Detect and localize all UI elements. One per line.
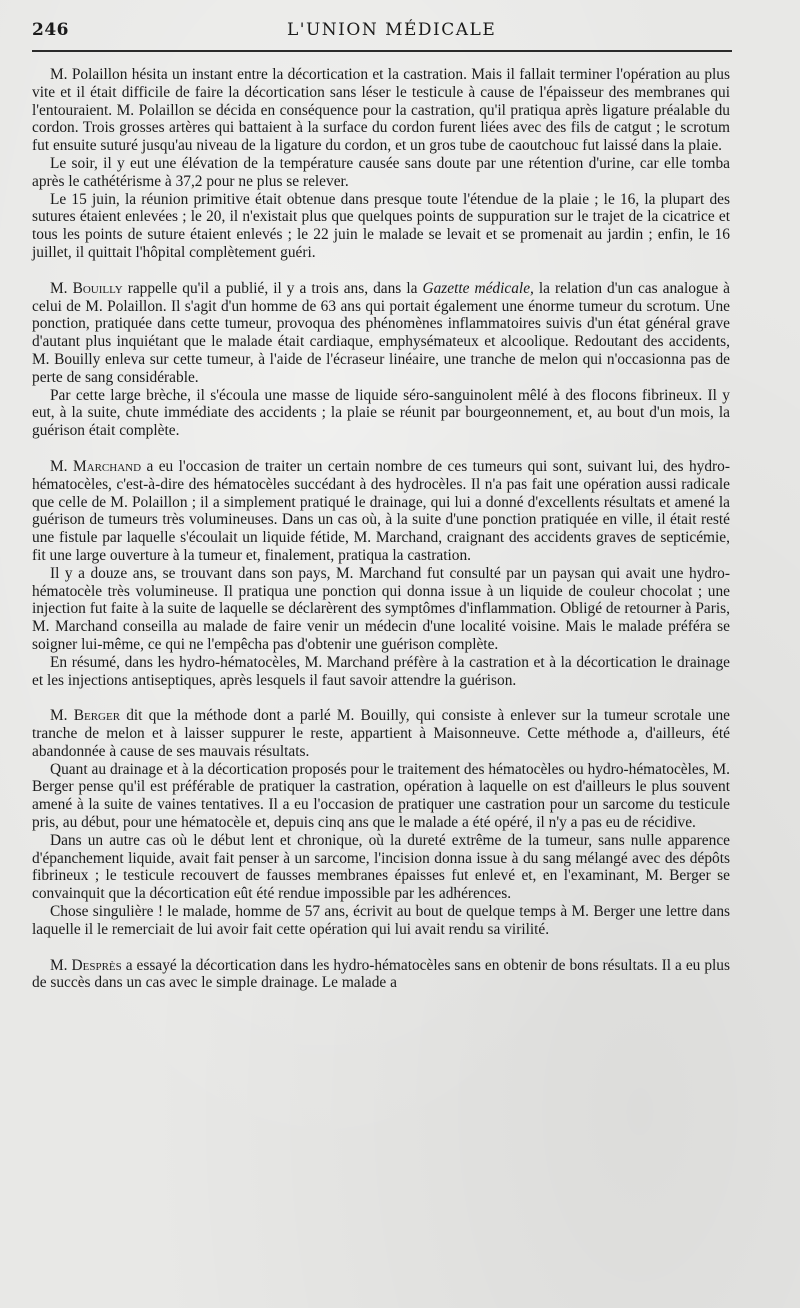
text-run: a eu l'occasion de traiter un certain nombre de ces tumeurs qui sont, suivant lui, des hydro-hématocèles, c'est-à-dire des hématocèles succédant à des hydrocèles. Il n'a pas fait une opération aussi radicale que celle de M. Polaillon ; il a simplement pratiqué le drainage, qui lui a donné d'excellents résultats et amené la guérison de tumeurs très volumineuses. Dans un cas où, à la suite d'une ponction pratiquée en ville, il était resté une fistule par laquelle s'écoulait un liquide fétide, M. Marchand, craignant des accidents graves de septicémie, fit une large ouverture à la tumeur et, finalement, pratiqua la castration.: [32, 457, 730, 564]
text-run: dit que la méthode dont a parlé M. Bouilly, qui consiste à enlever sur la tumeur scrotale une tranche de melon et à laisser suppurer le reste, appartient à Maisonneuve. Cette méthode a, d'ailleurs, été abandonnée à cause de ses mauvais résultats.: [32, 707, 730, 760]
paragraph: [32, 280, 730, 387]
paragraph: [32, 832, 730, 903]
paragraph: [32, 458, 730, 565]
text-run: a essayé la décortication dans les hydro-hématocèles sans en obtenir de bons résultats. Il a eu plus de succès dans un cas avec le simple drainage. Le malade a: [32, 956, 730, 992]
page-header: [32, 0, 732, 52]
paragraph: [32, 957, 730, 993]
text-run: M. Polaillon hésita un instant entre la décortication et la castration. Mais il fallait terminer l'opération au plus vite et il était difficile de faire la décortication sans léser le testicule à cause de l'épaisseur des membranes qui l'entouraient. M. Polaillon se décida en conséquence pour la castration, qu'il pratiqua après ligature préalable du cordon. Trois grosses artères qui battaient à la surface du cordon furent liées avec des fils de catgut ; le scrotum fut ensuite suturé jusqu'au niveau de la ligature du cordon, et un gros tube de caoutchouc fut laissé dans la plaie.: [32, 66, 730, 155]
text-run: Quant au drainage et à la décortication proposés pour le traitement des hématocèles ou hydro-hématocèles, M. Berger pense qu'il est préférable de pratiquer la castration, opération à laquelle on est d'ailleurs le plus souvent amené à la suite de vaines tentatives. Il a eu l'occasion de pratiquer une castration pour un sarcome du testicule pris, au début, pour une hématocèle et, depuis cinq ans que le malade a été opéré, il n'y a pas eu de récidive.: [32, 760, 730, 832]
speaker-name: Bouilly: [72, 279, 123, 297]
text-run: Le soir, il y eut une élévation de la température causée sans doute par une rétention d'urine, car elle tomba après le cathétérisme à 37,2 pour ne plus se relever.: [32, 154, 730, 190]
text-run: M.: [50, 457, 73, 475]
speaker-name: Desprès: [71, 956, 122, 974]
journal-title: Gazette médicale,: [422, 279, 534, 297]
page-number: 246: [32, 20, 69, 40]
paragraph: [32, 761, 730, 832]
text-run: Par cette large brèche, il s'écoula une masse de liquide séro-sanguinolent mêlé à des flocons fibrineux. Il y eut, à la suite, chute immédiate des accidents ; la plaie se réunit par bourgeonnement, et, au bout d'un mois, la guérison était complète.: [32, 386, 730, 440]
paragraph: [32, 707, 730, 760]
text-run: Il y a douze ans, se trouvant dans son pays, M. Marchand fut consulté par un paysan qui avait une hydro-hématocèle très volumineuse. Il pratiqua une ponction qui donna issue à un liquide de couleur chocolat ; une injection fut faite à la suite de laquelle se déclarèrent des symptômes d'inflammation. Obligé de retourner à Paris, M. Marchand conseilla au malade de faire venir un médecin d'une localité voisine. Mais le malade préféra se soigner lui-même, ce qui ne l'empêcha pas d'obtenir une guérison complète.: [32, 564, 730, 653]
paragraph: [32, 66, 730, 155]
paragraph: [32, 565, 730, 654]
text-run: la relation d'un cas analogue à celui de M. Polaillon. Il s'agit d'un homme de 63 ans qui portait également une énorme tumeur du scrotum. Une ponction, pratiquée dans cette tumeur, provoqua des phénomènes inflammatoires suivis d'un état général grave d'autant plus inquiétant que le malade était cardiaque, emphysémateux et alcoolique. Redoutant des accidents, M. Bouilly enleva sur cette tumeur, à l'aide de l'écraseur linéaire, une tranche de melon qui n'occasionna pas de perte de sang considérable.: [32, 279, 731, 386]
running-title: L'UNION MÉDICALE: [287, 20, 497, 40]
paragraph: [32, 903, 730, 939]
text-run: M.: [50, 956, 72, 974]
article-body: [32, 66, 730, 992]
text-run: Dans un autre cas où le début lent et chronique, où la dureté extrême de la tumeur, sans nulle apparence d'épanchement liquide, avait fait penser à un sarcome, l'incision donna issue à du sang mélangé avec des dépôts fibrineux ; le testicule recouvert de fausses membranes épaisses fut enlevé et, en l'examinant, M. Berger se convainquit que la décortication eût été rendue impossible par les adhérences.: [32, 831, 730, 903]
text-run: En résumé, dans les hydro-hématocèles, M. Marchand préfère à la castration et à la décortication le drainage et les injections antiseptiques, après lesquels il faut savoir attendre la guérison.: [32, 653, 730, 689]
text-run: Chose singulière ! le malade, homme de 57 ans, écrivit au bout de quelque temps à M. Berger une lettre dans laquelle il le remerciait de lui avoir fait cette opération qui lui avait rendu sa virilité.: [32, 903, 730, 938]
text-run: rappelle qu'il a publié, il y a trois ans, dans la: [122, 279, 423, 297]
paragraph: [32, 387, 730, 440]
paragraph: [32, 191, 730, 262]
paragraph: [32, 155, 730, 191]
text-run: M.: [50, 707, 74, 725]
speaker-name: Berger: [73, 707, 121, 725]
text-run: M.: [50, 279, 73, 297]
paragraph: [32, 654, 730, 690]
text-run: Le 15 juin, la réunion primitive était obtenue dans presque toute l'étendue de la plaie ; le 16, la plupart des sutures étaient enlevées ; le 20, il n'existait plus que quelques points de suppuration sur le trajet de la cicatrice et tous les points de suture étaient enlevés ; le 22 juin le malade se levait et se promenait au jardin ; enfin, le 16 juillet, il quittait l'hôpital complètement guéri.: [32, 190, 730, 261]
speaker-name: Marchand: [72, 457, 142, 475]
